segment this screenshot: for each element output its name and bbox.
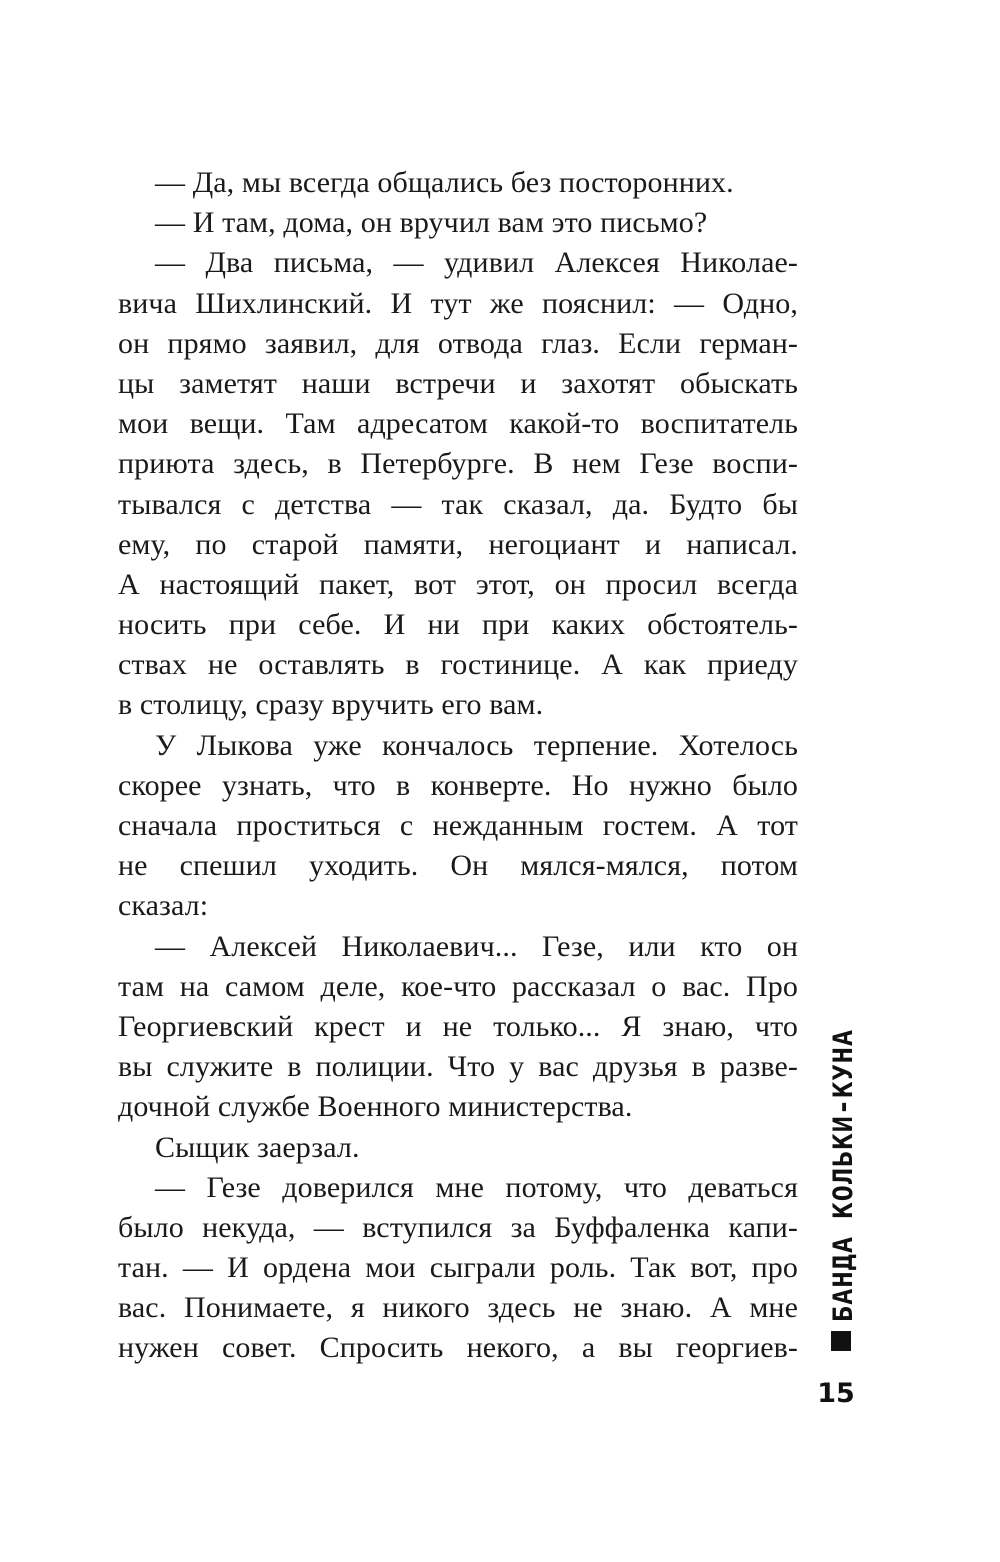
- text-line: скорее узнать, что в конверте. Но нужно было: [118, 768, 798, 802]
- text-line: У Лыкова уже кончалось терпение. Хотелось: [155, 728, 798, 762]
- text-line: мои вещи. Там адресатом какой-то воспитатель: [118, 407, 798, 441]
- page-number: 15: [817, 1378, 855, 1409]
- text-line: — Два письма, — удивил Алексея Николае-: [155, 246, 798, 280]
- square-marker-icon: [831, 1331, 851, 1351]
- text-line: тан. — И ордена мои сыграли роль. Так вот, про: [118, 1251, 798, 1285]
- text-line: вы служите в полиции. Что у вас друзья в разве-: [118, 1050, 798, 1084]
- text-line: ему, по старой памяти, негоциант и написал.: [118, 527, 798, 561]
- text-line: тывался с детства — так сказал, да. Будто бы: [118, 487, 798, 521]
- text-line: — Алексей Николаевич... Гезе, или кто он: [155, 929, 798, 963]
- text-line: — Да, мы всегда общались без посторонних.: [155, 166, 734, 199]
- text-line: нужен совет. Спросить некого, а вы георгиев-: [118, 1331, 798, 1365]
- text-line: ствах не оставлять в гостинице. А как приеду: [118, 648, 798, 682]
- text-line: — Гезе доверился мне потому, что деваться: [155, 1170, 798, 1204]
- running-title: [824, 1030, 864, 1320]
- text-line: А настоящий пакет, вот этот, он просил всегда: [118, 567, 798, 601]
- running-title-text: БАНДА КОЛЬКИ-КУНА: [828, 1028, 860, 1322]
- text-line: сказал:: [118, 889, 209, 923]
- text-line: сначала проститься с нежданным гостем. А тот: [118, 809, 798, 842]
- text-line: Сыщик заерзал.: [155, 1130, 360, 1164]
- text-line: он прямо заявил, для отвода глаз. Если герман-: [118, 326, 798, 360]
- text-line: там на самом деле, кое-что рассказал о вас. Про: [118, 969, 798, 1003]
- text-line: — И там, дома, он вручил вам это письмо?: [155, 206, 708, 240]
- text-line: не спешил уходить. Он мялся-мялся, потом: [118, 849, 798, 883]
- text-line: вас. Понимаете, я никого здесь не знаю. А мне: [118, 1291, 798, 1325]
- text-line: цы заметят наши встречи и захотят обыскать: [118, 366, 798, 400]
- text-line: было некуда, — вступился за Буффаленка капи-: [118, 1210, 798, 1244]
- text-line: в столицу, сразу вручить его вам.: [118, 688, 544, 722]
- text-line: носить при себе. И ни при каких обстоятель-: [118, 608, 798, 642]
- text-line: Георгиевский крест и не только... Я знаю, что: [118, 1009, 798, 1043]
- body-text: [118, 163, 798, 1369]
- text-line: приюта здесь, в Петербурге. В нем Гезе воспи-: [118, 447, 798, 481]
- text-line: дочной службе Военного министерства.: [118, 1090, 633, 1124]
- text-line: вича Шихлинский. И тут же пояснил: — Одно,: [118, 286, 798, 320]
